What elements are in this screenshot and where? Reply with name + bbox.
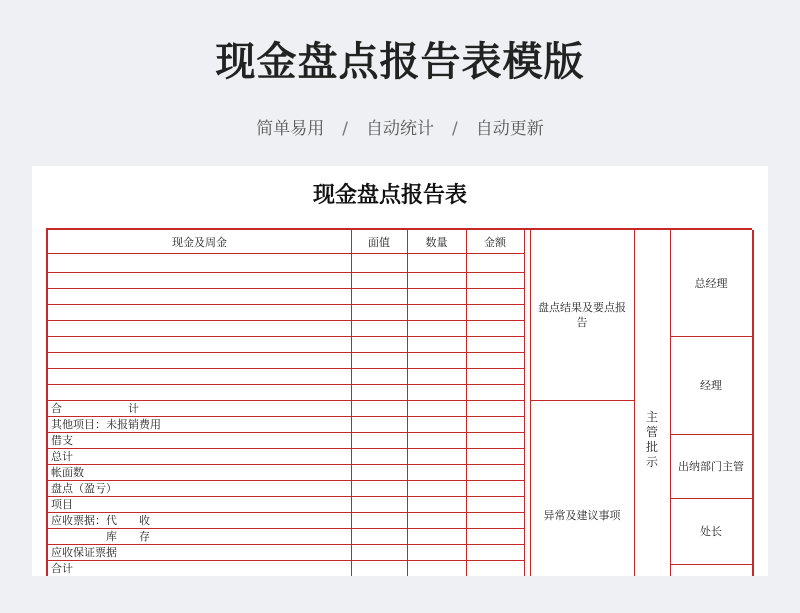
- tag-auto-stats: 自动统计: [366, 119, 434, 139]
- approver-section-chief: 处长: [700, 525, 722, 538]
- row-line: [48, 253, 524, 254]
- row-label-item: 项目: [51, 498, 73, 511]
- approver-divider-line: [670, 336, 752, 337]
- row-line: [48, 320, 524, 321]
- col-header-quantity: 数量: [425, 235, 448, 249]
- row-label-book-amount: 帐面数: [51, 466, 84, 479]
- row-line: [48, 512, 524, 513]
- col-header-cash: 现金及周金: [172, 235, 227, 249]
- row-line: [48, 432, 524, 433]
- row-label-other-items: 其他项目：未报销费用: [51, 418, 161, 431]
- row-label-advance: 借支: [51, 434, 73, 447]
- row-label-surplus-deficit: 盘点（盈亏）: [51, 482, 117, 495]
- sheet-title: 现金盘点报告表: [312, 182, 467, 208]
- row-label-notes-receivable: 应收票据：代 收: [51, 514, 150, 527]
- panel-issues: 异常及建议事项: [543, 509, 621, 522]
- report-table: [46, 228, 752, 576]
- row-line: [48, 544, 524, 545]
- row-line: [48, 448, 524, 449]
- row-line: [48, 416, 524, 417]
- row-line: [48, 528, 524, 529]
- page-title: 现金盘点报告表模版: [215, 39, 585, 85]
- tag-easy: 简单易用: [256, 119, 325, 139]
- tag-separator: /: [452, 119, 458, 139]
- approver-manager: 经理: [700, 379, 722, 392]
- approver-general-manager: 总经理: [694, 277, 728, 290]
- panel-divider-line: [530, 400, 634, 401]
- col-header-denomination: 面值: [368, 235, 390, 249]
- row-line: [48, 496, 524, 497]
- row-line: [48, 480, 524, 481]
- panel-border-line: [530, 230, 531, 576]
- column-line: [524, 230, 525, 576]
- row-line: [48, 560, 524, 561]
- row-line: [48, 400, 524, 401]
- feature-tags: [0, 114, 800, 139]
- row-line: [48, 272, 524, 273]
- row-line: [48, 336, 524, 337]
- approver-divider-line: [670, 498, 752, 499]
- approver-cashier-head: 出纳部门主管: [678, 460, 744, 473]
- row-line: [48, 384, 524, 385]
- panel-border-line: [670, 230, 671, 576]
- row-label-guarantee-notes: 应收保证票据: [51, 546, 117, 559]
- approval-label: 主管批示: [646, 410, 659, 469]
- row-label-stock: 库 存: [51, 530, 150, 543]
- tag-separator: /: [342, 119, 348, 139]
- report-sheet: [32, 166, 768, 576]
- tag-auto-update: 自动更新: [475, 119, 544, 139]
- column-line: [351, 230, 352, 576]
- approver-divider-line: [670, 434, 752, 435]
- col-header-amount: 金额: [484, 235, 506, 249]
- row-label-total: 总计: [51, 450, 73, 463]
- row-line: [48, 352, 524, 353]
- row-line: [48, 288, 524, 289]
- row-line: [48, 368, 524, 369]
- outer-right-border-line: [752, 230, 754, 576]
- column-line: [466, 230, 467, 576]
- row-label-grand-total: 合计: [51, 562, 73, 575]
- panel-result-report: 盘点结果及要点报告: [538, 301, 626, 329]
- column-line: [407, 230, 408, 576]
- row-line: [48, 464, 524, 465]
- row-label-subtotal: 合 计: [51, 402, 139, 415]
- approver-divider-line: [670, 564, 752, 565]
- row-line: [48, 304, 524, 305]
- panel-border-line: [634, 230, 635, 576]
